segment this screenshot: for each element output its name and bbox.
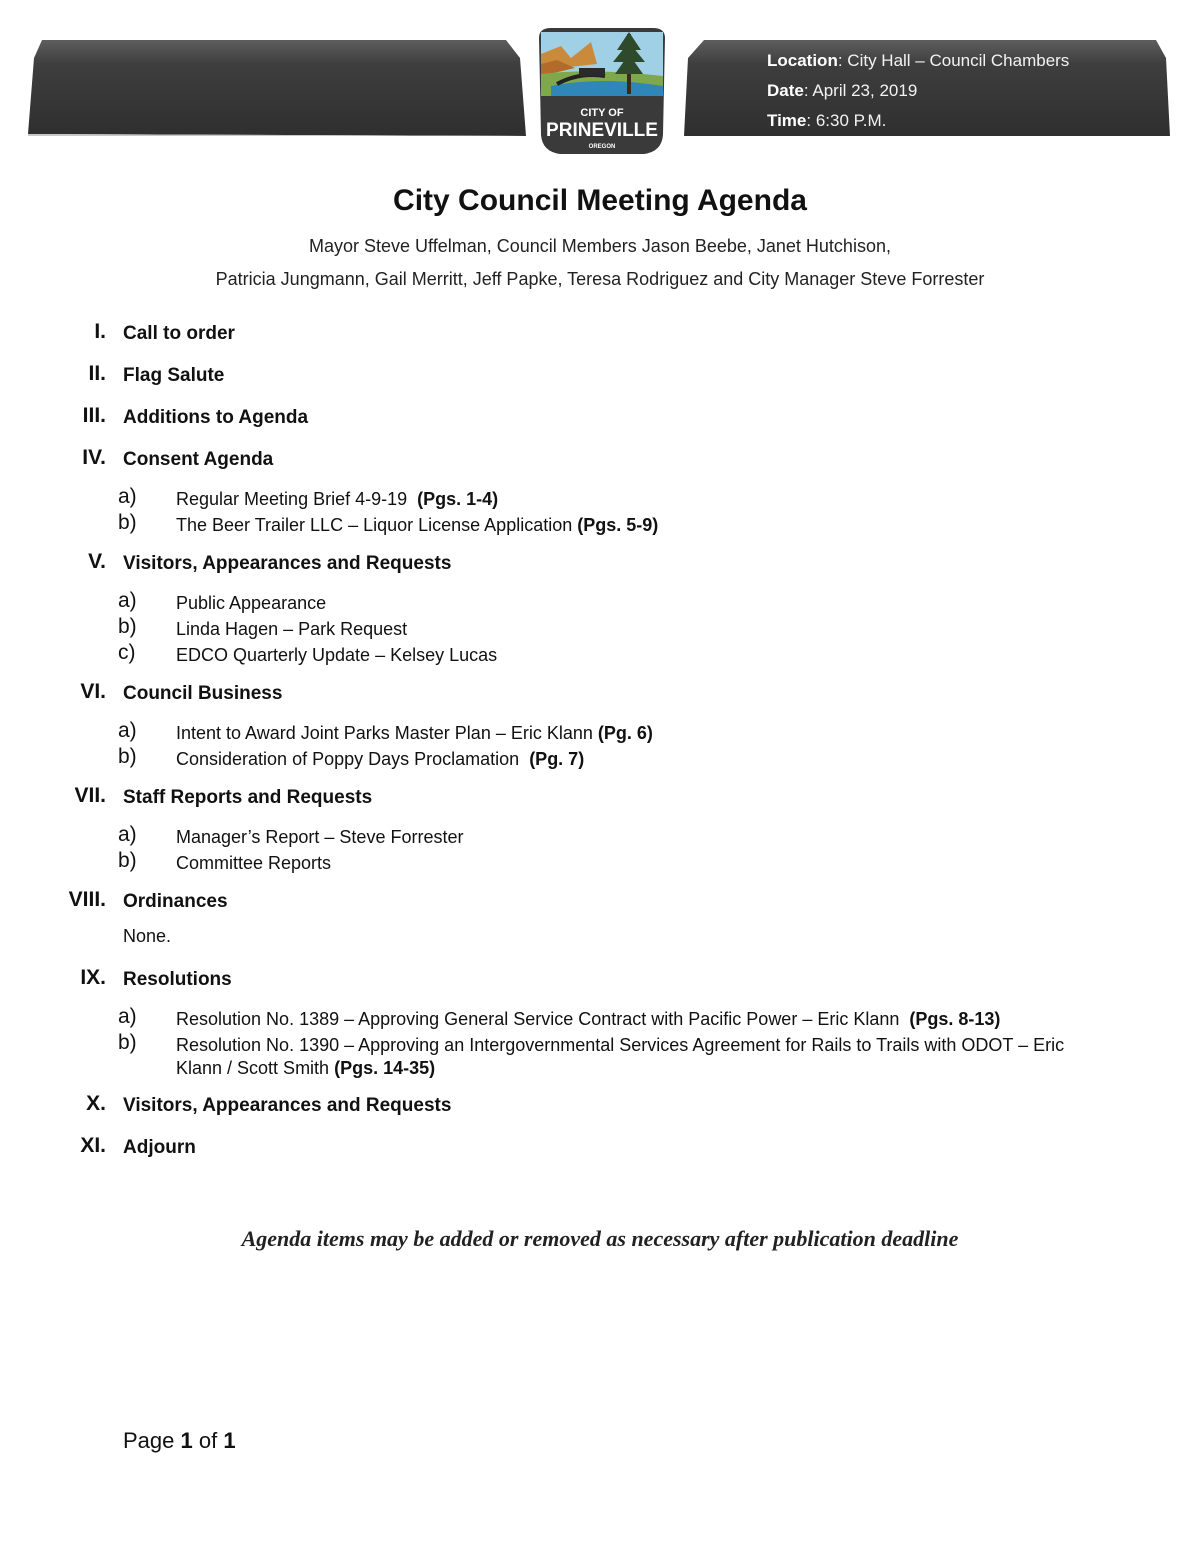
item-letter: b) bbox=[118, 511, 137, 534]
agenda-section bbox=[0, 362, 1200, 392]
item-text-wrap bbox=[176, 746, 1106, 771]
item-pages: (Pg. 7) bbox=[529, 749, 585, 769]
item-text: Resolution No. 1389 – Approving General Service Contract with Pacific Power – Eric Klann bbox=[176, 1009, 910, 1029]
item-pages: (Pgs. 14-35) bbox=[334, 1058, 436, 1078]
agenda-item bbox=[0, 642, 1200, 668]
agenda-section bbox=[0, 680, 1200, 710]
attendees-line-2: Patricia Jungmann, Gail Merritt, Jeff Papke, Teresa Rodriguez and City Manager Steve Forrester bbox=[215, 269, 985, 289]
section-items bbox=[0, 720, 1200, 772]
item-text: Consideration of Poppy Days Proclamation bbox=[176, 749, 530, 769]
agenda-section bbox=[0, 1092, 1200, 1122]
meeting-time: Time: 6:30 P.M. bbox=[767, 111, 887, 130]
item-pages: (Pg. 6) bbox=[597, 723, 653, 743]
item-text: Intent to Award Joint Parks Master Plan – Eric Klann bbox=[176, 723, 598, 743]
item-letter: b) bbox=[118, 615, 137, 638]
page-number: Page 1 of 1 bbox=[123, 1428, 236, 1453]
item-text-wrap bbox=[176, 512, 1106, 537]
section-number: IV. bbox=[82, 446, 106, 469]
item-text-wrap bbox=[176, 1006, 1106, 1031]
agenda-item bbox=[0, 824, 1200, 850]
section-number: V. bbox=[88, 550, 106, 573]
attendees-line-1: Mayor Steve Uffelman, Council Members Jason Beebe, Janet Hutchison, bbox=[309, 236, 891, 256]
agenda-item bbox=[0, 746, 1200, 772]
section-number: IX. bbox=[80, 966, 106, 989]
section-title: Consent Agenda bbox=[123, 449, 274, 470]
agenda-item bbox=[0, 616, 1200, 642]
section-number: I. bbox=[94, 320, 106, 343]
item-letter: c) bbox=[118, 641, 136, 664]
agenda-section bbox=[0, 550, 1200, 580]
page-title: City Council Meeting Agenda bbox=[393, 184, 807, 217]
section-number: VI. bbox=[80, 680, 106, 703]
item-text-wrap bbox=[176, 486, 1106, 511]
item-letter: a) bbox=[118, 823, 137, 846]
item-text: Manager’s Report – Steve Forrester bbox=[176, 827, 464, 847]
meeting-info bbox=[767, 46, 1167, 136]
agenda-item bbox=[0, 1006, 1200, 1032]
item-letter: a) bbox=[118, 485, 137, 508]
section-title: Ordinances bbox=[123, 891, 228, 912]
agenda-section bbox=[0, 1134, 1200, 1164]
header-banner-left bbox=[28, 40, 526, 136]
section-title: Staff Reports and Requests bbox=[123, 787, 373, 808]
section-title: Visitors, Appearances and Requests bbox=[123, 1095, 452, 1116]
agenda-item bbox=[0, 590, 1200, 616]
item-pages: (Pgs. 5-9) bbox=[577, 515, 659, 535]
section-title: Visitors, Appearances and Requests bbox=[123, 553, 452, 574]
section-items bbox=[0, 824, 1200, 876]
item-text: Linda Hagen – Park Request bbox=[176, 619, 408, 639]
item-text-wrap bbox=[176, 850, 1106, 875]
item-text-wrap bbox=[176, 1032, 1106, 1080]
item-text-wrap bbox=[176, 642, 1106, 667]
section-number: VIII. bbox=[68, 888, 106, 911]
section-number: III. bbox=[82, 404, 106, 427]
agenda-section bbox=[0, 446, 1200, 476]
item-letter: b) bbox=[118, 1031, 137, 1054]
meeting-date: Date: April 23, 2019 bbox=[767, 81, 918, 100]
item-text-wrap bbox=[176, 616, 1106, 641]
city-logo bbox=[531, 24, 673, 158]
agenda-item bbox=[0, 850, 1200, 876]
item-letter: b) bbox=[118, 849, 137, 872]
logo-oregon: OREGON bbox=[588, 144, 616, 150]
section-title: Resolutions bbox=[123, 969, 232, 990]
agenda-section bbox=[0, 888, 1200, 918]
section-number: II. bbox=[88, 362, 106, 385]
item-text: Committee Reports bbox=[176, 853, 332, 873]
logo-prineville: PRINEVILLE bbox=[546, 120, 658, 141]
section-title: Adjourn bbox=[123, 1137, 196, 1158]
agenda-list bbox=[0, 320, 1200, 1176]
item-text: Resolution No. 1390 – Approving an Intergovernmental Services Agreement for Rails to Trails with ODOT – Eric Klann / Scott Smith bbox=[176, 1035, 1070, 1078]
agenda-item bbox=[0, 720, 1200, 746]
agenda-item bbox=[0, 1032, 1200, 1080]
agenda-section bbox=[0, 966, 1200, 996]
attendees bbox=[0, 230, 1200, 296]
agenda-item bbox=[0, 512, 1200, 538]
item-pages: (Pgs. 1-4) bbox=[417, 489, 499, 509]
footnote: Agenda items may be added or removed as necessary after publication deadline bbox=[241, 1226, 959, 1251]
item-letter: a) bbox=[118, 1005, 137, 1028]
section-number: VII. bbox=[74, 784, 106, 807]
agenda-section bbox=[0, 784, 1200, 814]
item-text-wrap bbox=[176, 824, 1106, 849]
section-note: None. bbox=[123, 926, 172, 946]
section-items bbox=[0, 590, 1200, 668]
item-text-wrap bbox=[176, 590, 1106, 615]
item-text-wrap bbox=[176, 720, 1106, 745]
section-number: X. bbox=[86, 1092, 106, 1115]
meeting-location: Location: City Hall – Council Chambers bbox=[767, 51, 1070, 70]
item-text: Public Appearance bbox=[176, 593, 327, 613]
item-letter: a) bbox=[118, 719, 137, 742]
item-letter: b) bbox=[118, 745, 137, 768]
item-letter: a) bbox=[118, 589, 137, 612]
section-title: Flag Salute bbox=[123, 365, 225, 386]
item-text: The Beer Trailer LLC – Liquor License Application bbox=[176, 515, 578, 535]
section-title: Council Business bbox=[123, 683, 283, 704]
item-pages: (Pgs. 8-13) bbox=[909, 1009, 1001, 1029]
logo-city-of: CITY OF bbox=[580, 107, 624, 119]
item-text: EDCO Quarterly Update – Kelsey Lucas bbox=[176, 645, 498, 665]
section-title: Additions to Agenda bbox=[123, 407, 309, 428]
section-number: XI. bbox=[80, 1134, 106, 1157]
section-items bbox=[0, 1006, 1200, 1080]
agenda-section bbox=[0, 404, 1200, 434]
agenda-section bbox=[0, 320, 1200, 350]
section-title: Call to order bbox=[123, 323, 235, 344]
item-text: Regular Meeting Brief 4-9-19 bbox=[176, 489, 418, 509]
section-items bbox=[0, 486, 1200, 538]
agenda-item bbox=[0, 486, 1200, 512]
